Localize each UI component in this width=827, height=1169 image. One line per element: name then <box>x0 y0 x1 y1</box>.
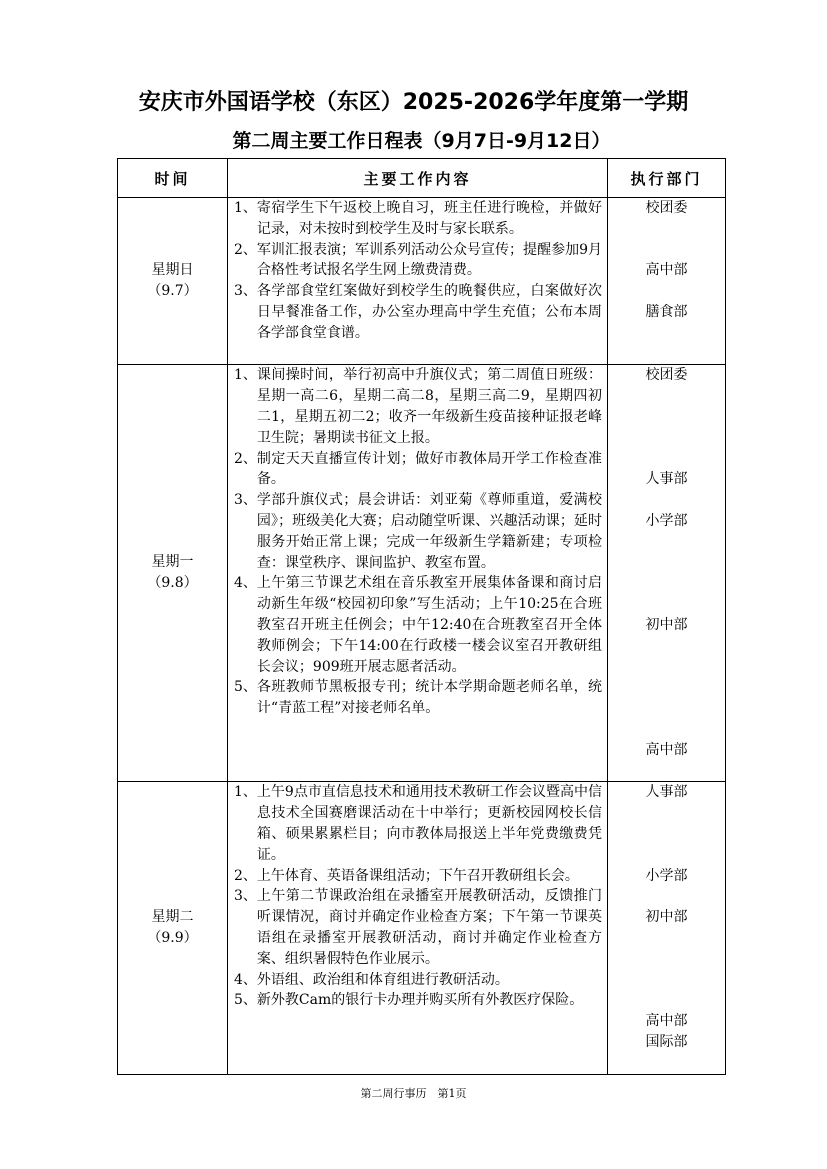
day-name: 星期日 <box>151 262 194 279</box>
table-row <box>118 782 726 1074</box>
content-cell <box>228 782 608 1074</box>
item-text: 学部升旗仪式；晨会讲话：刘亚菊《尊师重道，爱满校园》；班级美化大赛；启动随堂听课、兴趣活动课；延时服务开始正常上课；完成一年级新生学籍新建；专项检查：课堂秩序、课间监护、教室布置。 <box>256 492 602 571</box>
list-item <box>234 365 602 448</box>
dept-label: 高中部 <box>645 262 688 279</box>
dept-label: 小学部 <box>645 867 688 884</box>
list-item <box>234 490 602 573</box>
item-number: 2、 <box>234 450 257 467</box>
dept-label: 国际部 <box>645 1033 688 1050</box>
item-number: 4、 <box>234 971 257 988</box>
list-item <box>234 281 602 343</box>
header-content: 主要工作内容 <box>228 159 608 198</box>
list-item <box>234 970 602 991</box>
item-text: 各班教师节黑板报专刊；统计本学期命题老师名单，统计“青蓝工程”对接老师名单。 <box>256 679 602 717</box>
item-text: 制定天天直播宣传计划；做好市教体局开学工作检查准备。 <box>256 450 602 488</box>
schedule-table <box>117 158 726 1075</box>
dept-label: 高中部 <box>645 1013 688 1030</box>
item-text: 上午9点市直信息技术和通用技术教研工作会议暨高中信息技术全国赛磨课活动在十中举行；更新校园网校长信箱、硕果累累栏目；向市教体局报送上半年党费缴费凭证。 <box>256 784 602 863</box>
day-cell <box>118 782 228 1074</box>
list-item <box>234 449 602 491</box>
item-text: 寄宿学生下午返校上晚自习，班主任进行晚检，并做好记录，对未按时到校学生及时与家长联系。 <box>256 200 602 237</box>
day-cell <box>118 365 228 782</box>
dept-label: 校团委 <box>645 367 688 384</box>
header-time: 时间 <box>118 159 228 198</box>
table-header-row <box>118 159 726 198</box>
list-item <box>234 866 602 887</box>
item-number: 3、 <box>234 492 257 509</box>
item-text: 军训汇报表演；军训系列活动公众号宣传；提醒参加9月合格性考试报名学生网上缴费清费。 <box>256 241 602 279</box>
document-subtitle: 第二周主要工作日程表（9月7日-9月12日） <box>232 130 611 152</box>
list-item <box>234 240 602 282</box>
item-text: 新外教Cam的银行卡办理并购买所有外教医疗保险。 <box>256 992 584 1009</box>
day-date: （9.8） <box>147 575 198 592</box>
table-row <box>118 198 726 365</box>
list-item <box>234 677 602 719</box>
day-name: 星期一 <box>151 554 194 571</box>
content-cell <box>228 198 608 365</box>
list-item <box>234 990 602 1011</box>
day-date: （9.7） <box>147 283 198 300</box>
item-number: 1、 <box>234 200 257 216</box>
item-number: 1、 <box>234 367 257 384</box>
header-dept: 执行部门 <box>608 159 726 198</box>
dept-label: 小学部 <box>645 512 688 529</box>
item-text: 外语组、政治组和体育组进行教研活动。 <box>256 971 509 988</box>
dept-label: 人事部 <box>645 784 688 801</box>
dept-cell <box>608 782 726 1074</box>
dept-label: 人事部 <box>645 471 688 488</box>
item-text: 上午第二节课政治组在录播室开展教研活动，反馈推门听课情况，商讨并确定作业检查方案；下午第一节课英语组在录播室开展教研活动，商讨并确定作业检查方案、组织暑假特色作业展示。 <box>256 888 602 967</box>
table-row <box>118 365 726 782</box>
item-number: 5、 <box>234 992 257 1009</box>
item-number: 3、 <box>234 888 257 905</box>
item-number: 4、 <box>234 575 257 592</box>
list-item <box>234 573 602 677</box>
day-cell <box>118 198 228 365</box>
document-title: 安庆市外国语学校（东区）2025-2026学年度第一学期 <box>138 90 689 115</box>
day-date: （9.9） <box>147 929 198 946</box>
dept-label: 膳食部 <box>645 303 688 320</box>
item-number: 1、 <box>234 784 257 801</box>
item-number: 5、 <box>234 679 257 696</box>
content-cell <box>228 365 608 782</box>
item-text: 上午第三节课艺术组在音乐教室开展集体备课和商讨启动新生年级“校园初印象”写生活动；上午10:25在合班教室召开班主任例会；中午12:40在合班教室召开全体教师例会；下午14:00在行政楼一楼会议室召开教研组长会议；909班开展志愿者活动。 <box>256 575 602 675</box>
dept-label: 高中部 <box>645 741 688 758</box>
item-text: 各学部食堂红案做好到校学生的晚餐供应，白案做好次日早餐准备工作，办公室办理高中学生充值；公布本周各学部食堂食谱。 <box>256 283 602 341</box>
list-item <box>234 782 602 865</box>
item-text: 课间操时间，举行初高中升旗仪式；第二周值日班级：星期一高二6，星期二高二8，星期三高二9，星期四初二1，星期五初二2；收齐一年级新生疫苗接种证报老峰卫生院；暑期读书征文上报。 <box>256 367 602 446</box>
list-item <box>234 198 602 240</box>
dept-cell <box>608 365 726 782</box>
day-name: 星期二 <box>151 908 194 925</box>
item-number: 3、 <box>234 283 257 300</box>
page-footer: 第二周行事历 第1页 <box>360 1087 467 1100</box>
item-number: 2、 <box>234 867 257 884</box>
item-text: 上午体育、英语备课组活动；下午召开教研组长会。 <box>256 867 579 884</box>
dept-label: 校团委 <box>645 200 688 216</box>
list-item <box>234 886 602 969</box>
item-number: 2、 <box>234 241 257 258</box>
dept-cell <box>608 198 726 365</box>
dept-label: 初中部 <box>645 616 688 633</box>
dept-label: 初中部 <box>645 909 688 926</box>
